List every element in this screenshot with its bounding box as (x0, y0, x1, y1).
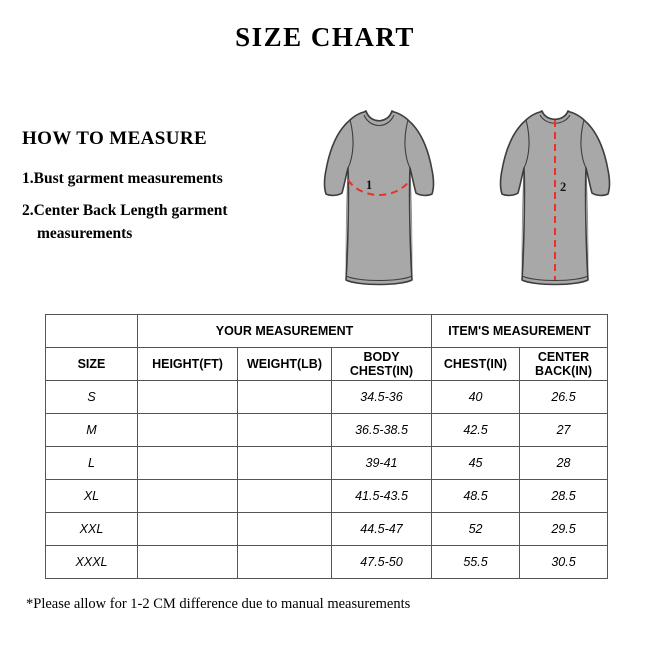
cell-chest: 48.5 (432, 480, 520, 513)
cell-height (138, 513, 238, 546)
table-row (46, 414, 608, 447)
table-row (46, 480, 608, 513)
cell-chest: 45 (432, 447, 520, 480)
how-to-measure-section (22, 128, 312, 255)
table-row (46, 513, 608, 546)
cell-height (138, 447, 238, 480)
cell-center-back: 30.5 (520, 546, 608, 579)
cell-weight (238, 414, 332, 447)
cell-body-chest: 41.5-43.5 (332, 480, 432, 513)
cell-weight (238, 381, 332, 414)
how-to-measure-item-2 (22, 200, 312, 245)
cell-center-back: 29.5 (520, 513, 608, 546)
cell-weight (238, 447, 332, 480)
cell-body-chest: 39-41 (332, 447, 432, 480)
front-measure-marker: 1 (366, 178, 373, 192)
cell-weight (238, 480, 332, 513)
column-header-weight: WEIGHT(LB) (238, 348, 332, 381)
cell-weight (238, 513, 332, 546)
page-title: SIZE CHART (235, 22, 415, 52)
column-header-chest: CHEST(IN) (432, 348, 520, 381)
column-header-body-chest: BODY CHEST(IN) (332, 348, 432, 381)
cell-size: S (46, 381, 138, 414)
table-row (46, 546, 608, 579)
cell-body-chest: 44.5-47 (332, 513, 432, 546)
cell-chest: 40 (432, 381, 520, 414)
cell-height (138, 480, 238, 513)
tank-top-front-svg (304, 108, 454, 298)
table-row (46, 381, 608, 414)
cell-height (138, 546, 238, 579)
tank-top-back-illustration (480, 108, 630, 303)
cell-center-back: 28 (520, 447, 608, 480)
column-header-height: HEIGHT(FT) (138, 348, 238, 381)
cell-chest: 52 (432, 513, 520, 546)
garment-illustrations (300, 108, 640, 298)
cell-size: XXXL (46, 546, 138, 579)
cell-center-back: 28.5 (520, 480, 608, 513)
group-header-your-measurement: YOUR MEASUREMENT (138, 315, 432, 348)
footnote: *Please allow for 1-2 CM difference due to manual measurements (26, 596, 411, 612)
how-to-measure-item-1 (22, 168, 312, 190)
cell-height (138, 381, 238, 414)
cell-chest: 55.5 (432, 546, 520, 579)
tank-top-back-svg (480, 108, 630, 298)
size-chart-table (45, 314, 608, 579)
cell-body-chest: 36.5-38.5 (332, 414, 432, 447)
cell-body-chest: 34.5-36 (332, 381, 432, 414)
how-to-measure-item-2-line2: measurements (37, 224, 133, 242)
column-header-center-back: CENTER BACK(IN) (520, 348, 608, 381)
cell-center-back: 26.5 (520, 381, 608, 414)
table-column-header-row (46, 348, 608, 381)
how-to-measure-heading: HOW TO MEASURE (22, 128, 208, 149)
cell-size: M (46, 414, 138, 447)
cell-size: XL (46, 480, 138, 513)
cell-weight (238, 546, 332, 579)
table-group-header-row (46, 315, 608, 348)
cell-size: XXL (46, 513, 138, 546)
column-header-size: SIZE (46, 348, 138, 381)
cell-chest: 42.5 (432, 414, 520, 447)
cell-size: L (46, 447, 138, 480)
table-row (46, 447, 608, 480)
tank-top-front-illustration (304, 108, 454, 303)
cell-body-chest: 47.5-50 (332, 546, 432, 579)
cell-center-back: 27 (520, 414, 608, 447)
group-header-empty (46, 315, 138, 348)
back-measure-marker: 2 (560, 180, 567, 194)
group-header-items-measurement: ITEM'S MEASUREMENT (432, 315, 608, 348)
how-to-measure-item-2-line1: 2.Center Back Length garment (22, 202, 228, 220)
cell-height (138, 414, 238, 447)
how-to-measure-item-1-line1: 1.Bust garment measurements (22, 170, 223, 187)
